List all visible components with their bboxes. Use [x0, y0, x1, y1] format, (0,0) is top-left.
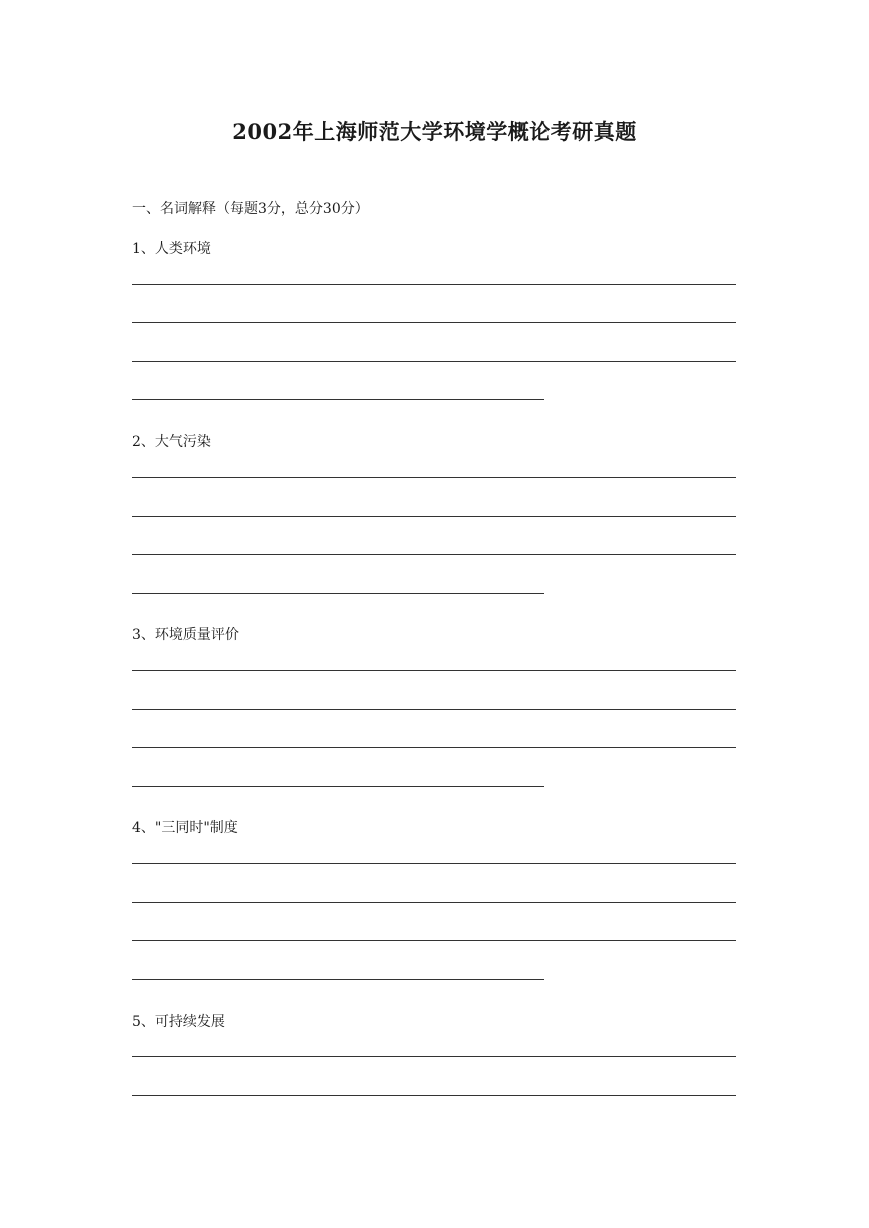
answer-line	[132, 863, 736, 864]
section-heading: 一、名词解释（每题3分，总分30分）	[132, 201, 369, 217]
question-2-label: 2、大气污染	[132, 434, 211, 450]
question-3-label: 3、环境质量评价	[132, 627, 239, 643]
answer-line	[132, 1095, 736, 1096]
answer-line	[132, 1056, 736, 1057]
answer-line	[132, 747, 736, 748]
answer-line	[132, 399, 544, 400]
answer-line	[132, 709, 736, 710]
answer-line	[132, 361, 736, 362]
question-1-label: 1、人类环境	[132, 241, 211, 257]
answer-line	[132, 940, 736, 941]
question-5-label: 5、可持续发展	[132, 1014, 225, 1030]
answer-line	[132, 322, 736, 323]
answer-line	[132, 284, 736, 285]
question-4-label: 4、"三同时"制度	[132, 820, 238, 836]
answer-line	[132, 593, 544, 594]
answer-line	[132, 516, 736, 517]
answer-line	[132, 477, 736, 478]
answer-line	[132, 670, 736, 671]
answer-line	[132, 786, 544, 787]
answer-line	[132, 979, 544, 980]
page-title: 2002年上海师范大学环境学概论考研真题	[232, 119, 637, 144]
answer-line	[132, 554, 736, 555]
answer-line	[132, 902, 736, 903]
